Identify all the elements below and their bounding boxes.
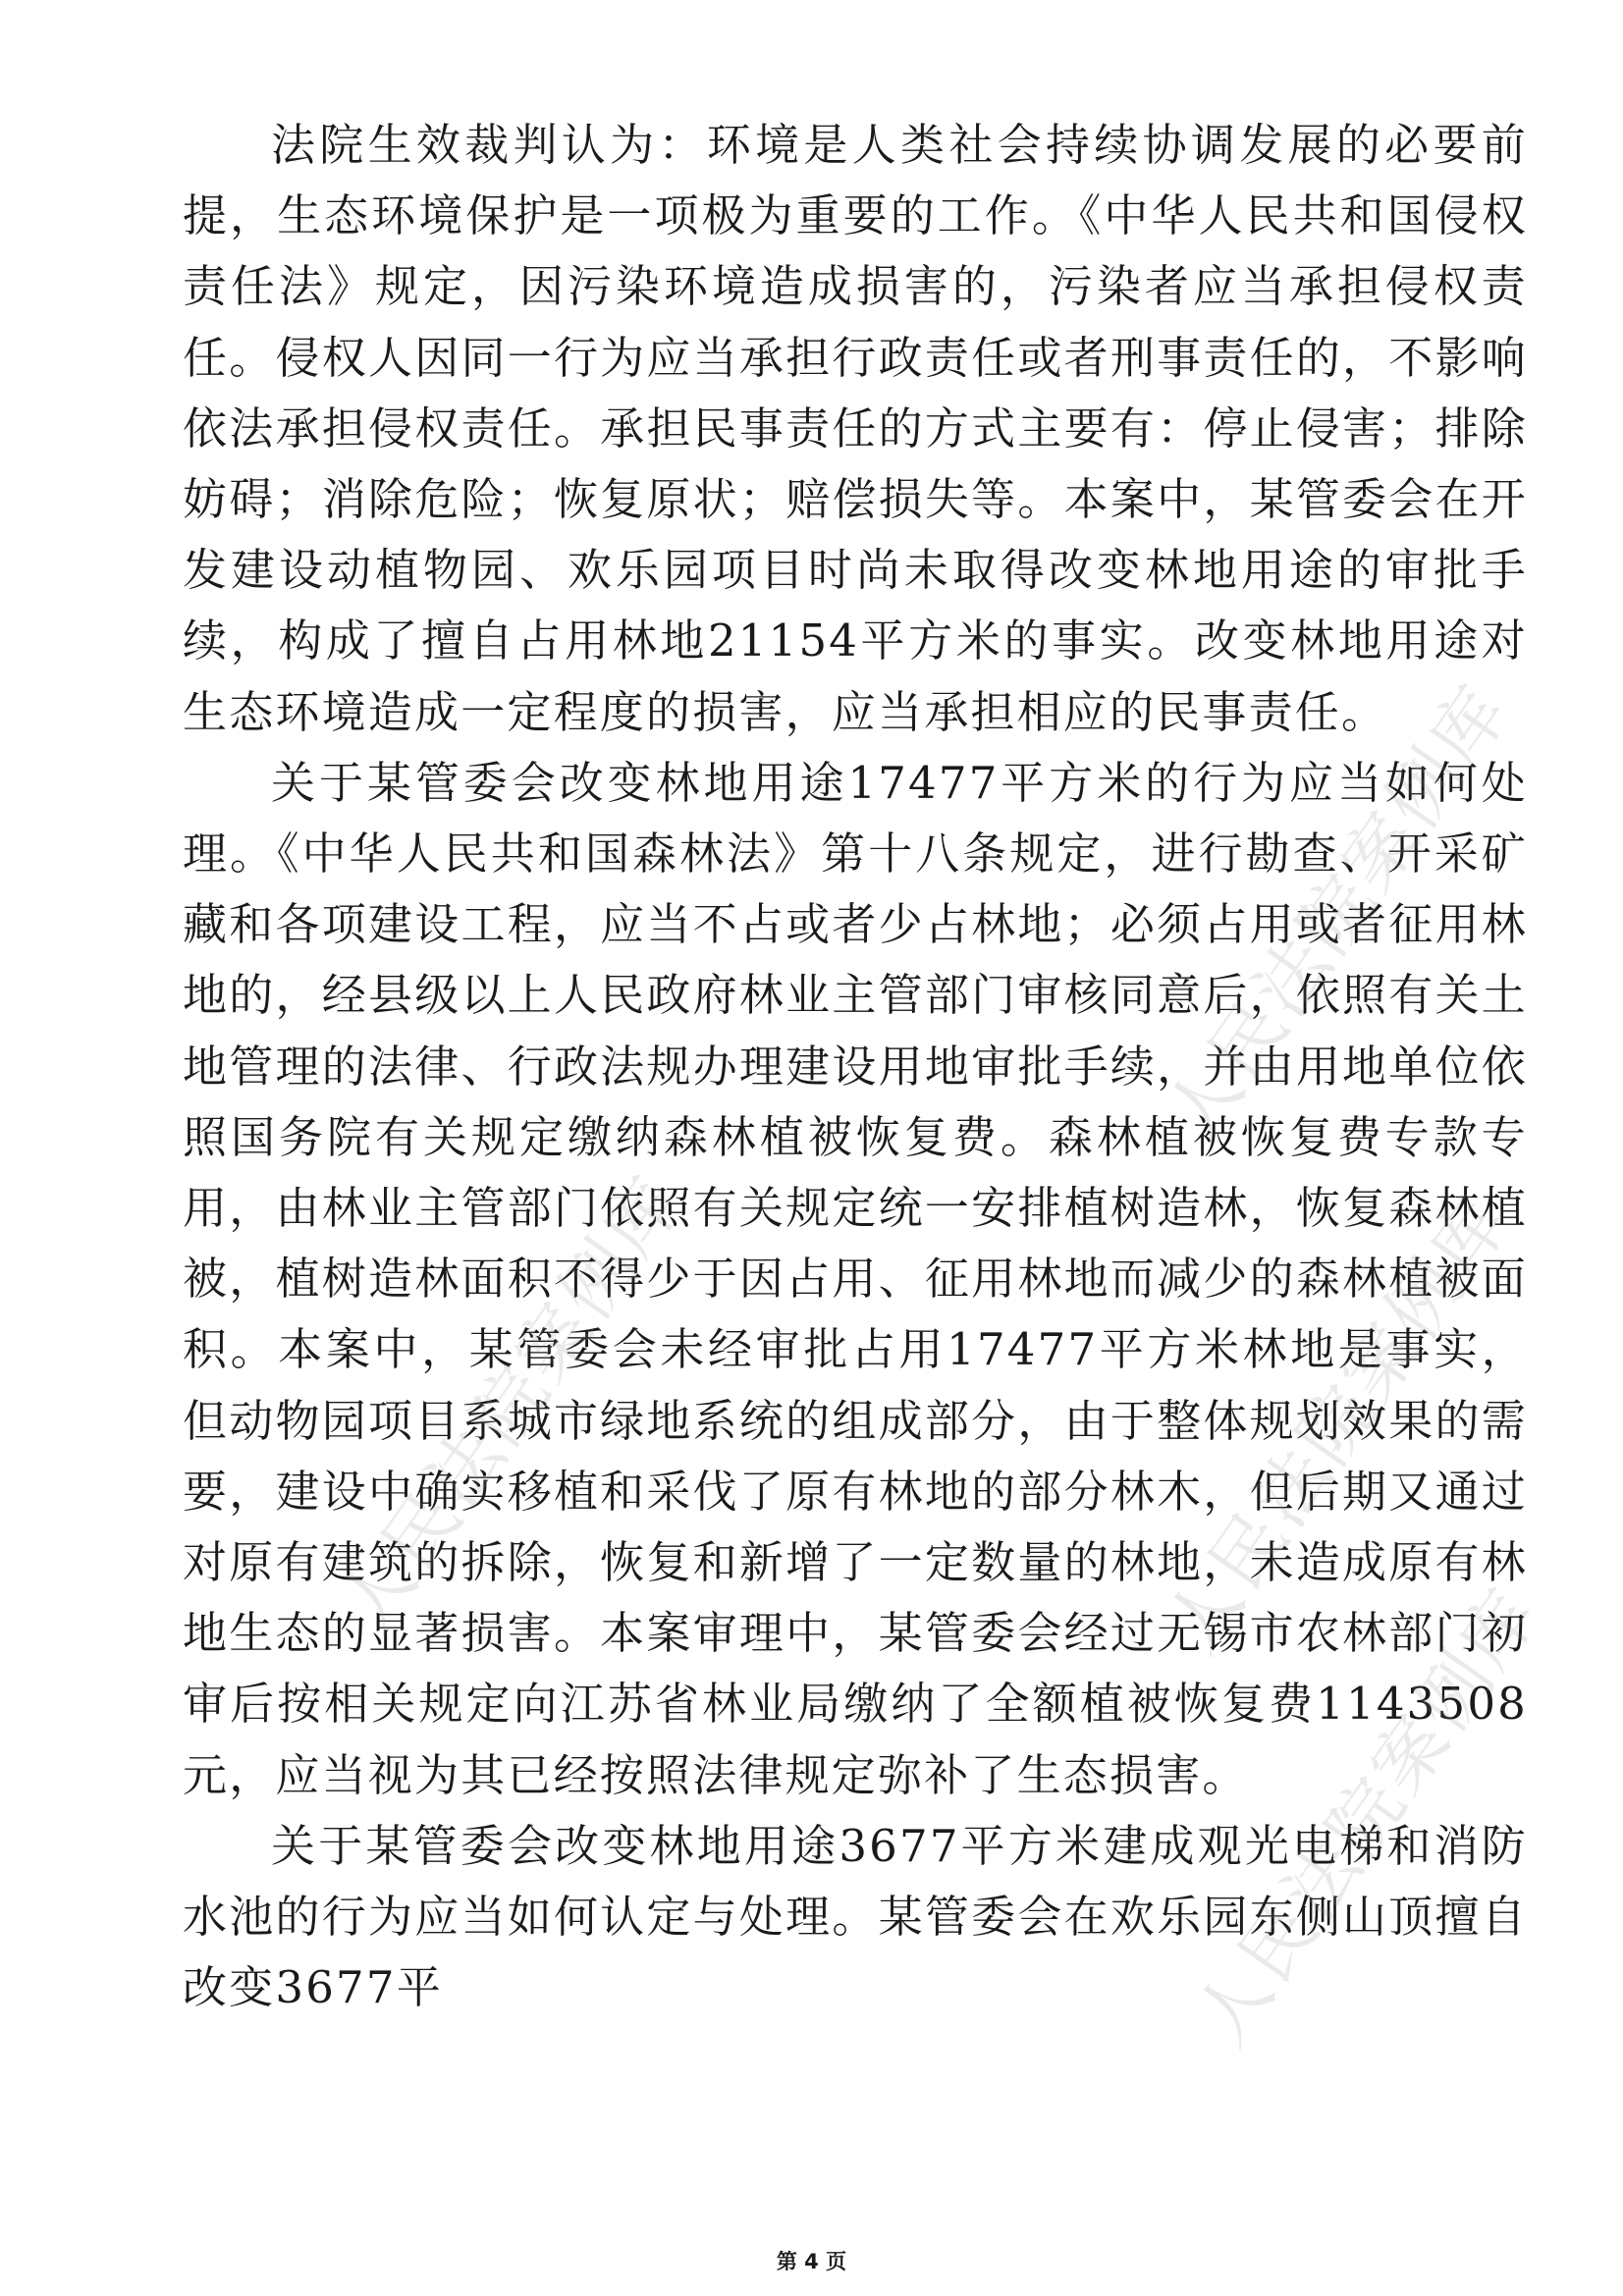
paragraph: 关于某管委会改变林地用途3677平方米建成观光电梯和消防水池的行为应当如何认定与处理。某管委会在欢乐园东侧山顶擅自改变3677平 [183, 1819, 1528, 2014]
watermark: 人民法院案例库 [323, 1159, 700, 1648]
paragraph: 法院生效裁判认为：环境是人类社会持续协调发展的必要前提，生态环境保护是一项极为重要的工作。《中华人民共和国侵权责任法》规定，因污染环境造成损害的，污染者应当承担侵权责任。侵权人因同一行为应当承担行政责任或者刑事责任的，不影响依法承担侵权责任。承担民事责任的方式主要有：停止侵害；排除妨碍；消除危险；恢复原状；赔偿损失等。本案中，某管委会在开发建设动植物园、欢乐园项目时尚未取得改变林地用途的审批手续，构成了擅自占用林地21154平方米的事实。改变林地用途对生态环境造成一定程度的损害，应当承担相应的民事责任。 [183, 119, 1528, 738]
paragraph: 关于某管委会改变林地用途17477平方米的行为应当如何处理。《中华人民共和国森林法》第十八条规定，进行勘查、开采矿藏和各项建设工程，应当不占或者少占林地；必须占用或者征用林地的，经县级以上人民政府林业主管部门审核同意后，依照有关土地管理的法律、行政法规办理建设用地审批手续，并由用地单位依照国务院有关规定缴纳森林植被恢复费。森林植被恢复费专款专用，由林业主管部门依照有关规定统一安排植树造林，恢复森林植被，植树造林面积不得少于因占用、征用林地而减少的森林植被面积。本案中，某管委会未经审批占用17477平方米林地是事实，但动物园项目系城市绿地系统的组成部分，由于整体规划效果的需要，建设中确实移植和采伐了原有林地的部分林木，但后期又通过对原有建筑的拆除，恢复和新增了一定数量的林地，未造成原有林地生态的显著损害。本案审理中，某管委会经过无锡市农林部门初审后按相关规定向江苏省林业局缴纳了全额植被恢复费1143508元，应当视为其已经按照法律规定弥补了生态损害。 [183, 756, 1528, 1801]
watermark: 人民法院案例库 [1150, 1179, 1527, 1668]
watermark: 人民法院案例库 [1179, 1572, 1556, 2060]
page-number: 第 4 页 [776, 2250, 847, 2273]
watermark: 人民法院案例库 [1150, 668, 1527, 1157]
document-body [183, 110, 1528, 2023]
